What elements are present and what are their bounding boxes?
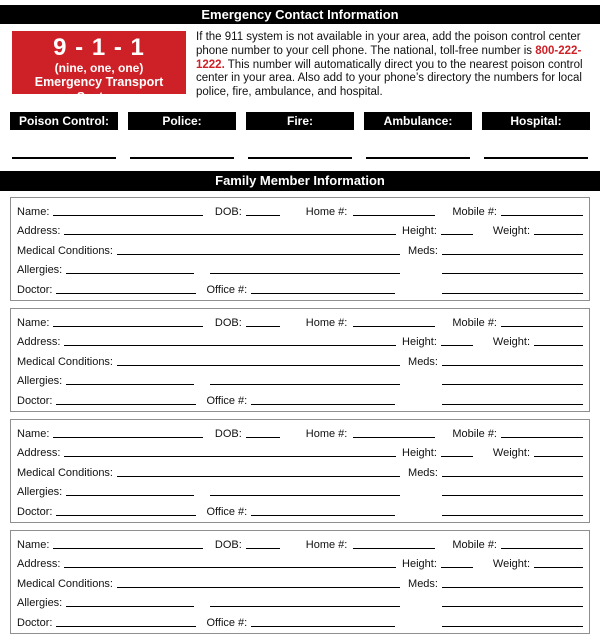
ambulance-write-cell: [364, 157, 472, 159]
doctor-label: Doctor:: [17, 616, 53, 629]
member-row-name: [17, 422, 583, 442]
paragraph-text-before: If the 911 system is not available in your area, add the poison control center phone number to your cell phone. The national, toll-free number is: [196, 31, 581, 57]
height-write-line: [441, 234, 473, 235]
office-phone-write-line: [251, 626, 395, 627]
mobile-phone-write-line: [501, 437, 583, 438]
height-label: Height:: [402, 336, 437, 349]
height-label: Height:: [402, 225, 437, 238]
family-member-box: [10, 197, 590, 301]
section-header-family-member: [0, 171, 600, 191]
call-911-box: [12, 31, 186, 104]
name-label: Name:: [17, 205, 50, 218]
allergies-label: Allergies:: [17, 597, 63, 610]
dob-write-line: [246, 437, 280, 438]
police-write-line: [130, 157, 234, 159]
address-write-line: [64, 345, 396, 346]
member-row-address: [17, 442, 583, 462]
hospital-write-cell: [482, 157, 590, 159]
home-phone-write-line: [353, 548, 435, 549]
medical-conditions-write-line: [117, 587, 400, 588]
medical-conditions-label: Medical Conditions:: [17, 355, 113, 368]
name-write-line: [53, 215, 202, 216]
member-row-allergies: [17, 592, 583, 612]
mobile-phone-write-line: [501, 215, 583, 216]
member-row-allergies: [17, 481, 583, 501]
member-row-name: [17, 533, 583, 553]
doctor-write-line: [56, 293, 196, 294]
member-row-doctor: [17, 611, 583, 631]
dob-write-line: [246, 215, 280, 216]
meds-continued-write-line: [442, 495, 583, 496]
home-phone-write-line: [353, 215, 435, 216]
doctor-write-line: [56, 515, 196, 516]
address-write-line: [64, 234, 396, 235]
member-row-allergies: [17, 259, 583, 279]
meds-continued-write-line: [442, 606, 583, 607]
meds-label: Meds:: [408, 355, 438, 368]
allergies-extra-write-line: [210, 495, 400, 496]
member-row-allergies: [17, 370, 583, 390]
doctor-label: Doctor:: [17, 283, 53, 296]
911-number: 9 - 1 - 1: [53, 34, 145, 61]
member-row-doctor: [17, 278, 583, 298]
mobile-phone-write-line: [501, 326, 583, 327]
meds-continued-write-line-2: [442, 404, 583, 405]
meds-write-line: [442, 476, 583, 477]
name-write-line: [53, 548, 202, 549]
mobile-phone-label: Mobile #:: [452, 427, 497, 440]
allergies-write-line: [66, 606, 194, 607]
weight-label: Weight:: [492, 225, 530, 238]
dob-write-line: [246, 548, 280, 549]
member-row-address: [17, 220, 583, 240]
contact-label-hospital: Hospital:: [482, 112, 590, 130]
allergies-write-line: [66, 384, 194, 385]
weight-write-line: [534, 456, 583, 457]
member-row-medical: [17, 572, 583, 592]
emergency-contact-form: [0, 5, 600, 634]
medical-conditions-write-line: [117, 365, 400, 366]
meds-continued-write-line-2: [442, 515, 583, 516]
mobile-phone-label: Mobile #:: [452, 316, 497, 329]
meds-label: Meds:: [408, 244, 438, 257]
family-member-box: [10, 419, 590, 523]
meds-continued-write-line: [442, 273, 583, 274]
doctor-write-line: [56, 626, 196, 627]
weight-label: Weight:: [492, 447, 530, 460]
name-label: Name:: [17, 538, 50, 551]
address-label: Address:: [17, 336, 61, 349]
home-phone-label: Home #:: [305, 538, 348, 551]
weight-write-line: [534, 567, 583, 568]
height-write-line: [441, 456, 473, 457]
weight-label: Weight:: [492, 336, 530, 349]
dob-label: DOB:: [214, 205, 242, 218]
office-phone-label: Office #:: [206, 394, 248, 407]
family-member-boxes: [10, 197, 590, 634]
name-label: Name:: [17, 427, 50, 440]
ambulance-write-line: [366, 157, 470, 159]
member-row-name: [17, 200, 583, 220]
member-row-medical: [17, 350, 583, 370]
family-member-box: [10, 530, 590, 634]
allergies-label: Allergies:: [17, 264, 63, 277]
meds-continued-write-line: [442, 384, 583, 385]
member-row-medical: [17, 461, 583, 481]
address-write-line: [64, 456, 396, 457]
office-phone-label: Office #:: [206, 283, 248, 296]
911-system-label: Emergency Transport System: [34, 75, 164, 104]
top-info-section: [12, 31, 588, 104]
home-phone-write-line: [353, 326, 435, 327]
member-row-doctor: [17, 500, 583, 520]
section-title-emergency: Emergency Contact Information: [201, 7, 399, 22]
doctor-write-line: [56, 404, 196, 405]
police-write-cell: [128, 157, 236, 159]
medical-conditions-label: Medical Conditions:: [17, 466, 113, 479]
fire-write-cell: [246, 157, 354, 159]
height-write-line: [441, 567, 473, 568]
name-write-line: [53, 326, 202, 327]
member-row-medical: [17, 239, 583, 259]
911-words: (nine, one, one): [54, 61, 144, 75]
fire-write-line: [248, 157, 352, 159]
emergency-contacts-write-line-row: [10, 157, 590, 159]
address-label: Address:: [17, 447, 61, 460]
family-member-box: [10, 308, 590, 412]
meds-continued-write-line-2: [442, 293, 583, 294]
member-row-name: [17, 311, 583, 331]
poison-control-phone-number: 800-222-1222.: [196, 44, 582, 71]
mobile-phone-label: Mobile #:: [452, 538, 497, 551]
address-label: Address:: [17, 225, 61, 238]
section-header-emergency-contact: [0, 5, 600, 24]
section-title-family: Family Member Information: [215, 172, 385, 188]
allergies-extra-write-line: [210, 384, 400, 385]
medical-conditions-write-line: [117, 254, 400, 255]
weight-label: Weight:: [492, 558, 530, 571]
contact-label-ambulance: Ambulance:: [364, 112, 472, 130]
meds-label: Meds:: [408, 577, 438, 590]
allergies-write-line: [66, 495, 194, 496]
contact-label-fire: Fire:: [246, 112, 354, 130]
name-label: Name:: [17, 316, 50, 329]
medical-conditions-write-line: [117, 476, 400, 477]
hospital-write-line: [484, 157, 588, 159]
home-phone-label: Home #:: [305, 427, 348, 440]
dob-write-line: [246, 326, 280, 327]
medical-conditions-label: Medical Conditions:: [17, 577, 113, 590]
dob-label: DOB:: [214, 538, 242, 551]
name-write-line: [53, 437, 202, 438]
meds-continued-write-line-2: [442, 626, 583, 627]
allergies-write-line: [66, 273, 194, 274]
meds-label: Meds:: [408, 466, 438, 479]
member-row-doctor: [17, 389, 583, 409]
member-row-address: [17, 553, 583, 573]
contact-label-police: Police:: [128, 112, 236, 130]
allergies-extra-write-line: [210, 606, 400, 607]
poison-control-write-line: [12, 157, 116, 159]
allergies-label: Allergies:: [17, 486, 63, 499]
home-phone-label: Home #:: [305, 316, 348, 329]
doctor-label: Doctor:: [17, 505, 53, 518]
height-label: Height:: [402, 558, 437, 571]
office-phone-write-line: [251, 404, 395, 405]
office-phone-write-line: [251, 293, 395, 294]
home-phone-label: Home #:: [305, 205, 348, 218]
weight-write-line: [534, 345, 583, 346]
office-phone-label: Office #:: [206, 505, 248, 518]
poison-control-write-cell: [10, 157, 118, 159]
allergies-extra-write-line: [210, 273, 400, 274]
poison-control-paragraph: [196, 31, 588, 100]
allergies-label: Allergies:: [17, 375, 63, 388]
mobile-phone-label: Mobile #:: [452, 205, 497, 218]
address-label: Address:: [17, 558, 61, 571]
dob-label: DOB:: [214, 316, 242, 329]
height-write-line: [441, 345, 473, 346]
dob-label: DOB:: [214, 427, 242, 440]
meds-write-line: [442, 365, 583, 366]
office-phone-write-line: [251, 515, 395, 516]
contact-label-poison-control: Poison Control:: [10, 112, 118, 130]
medical-conditions-label: Medical Conditions:: [17, 244, 113, 257]
emergency-contacts-label-row: [10, 112, 590, 130]
office-phone-label: Office #:: [206, 616, 248, 629]
doctor-label: Doctor:: [17, 394, 53, 407]
home-phone-write-line: [353, 437, 435, 438]
weight-write-line: [534, 234, 583, 235]
paragraph-text-after: This number will automatically direct you to the nearest poison control center in your area. Also add to your phone’s directory the numbers for local police, fire, ambulance, and hospital.: [196, 58, 583, 99]
mobile-phone-write-line: [501, 548, 583, 549]
member-row-address: [17, 331, 583, 351]
address-write-line: [64, 567, 396, 568]
meds-write-line: [442, 254, 583, 255]
height-label: Height:: [402, 447, 437, 460]
meds-write-line: [442, 587, 583, 588]
